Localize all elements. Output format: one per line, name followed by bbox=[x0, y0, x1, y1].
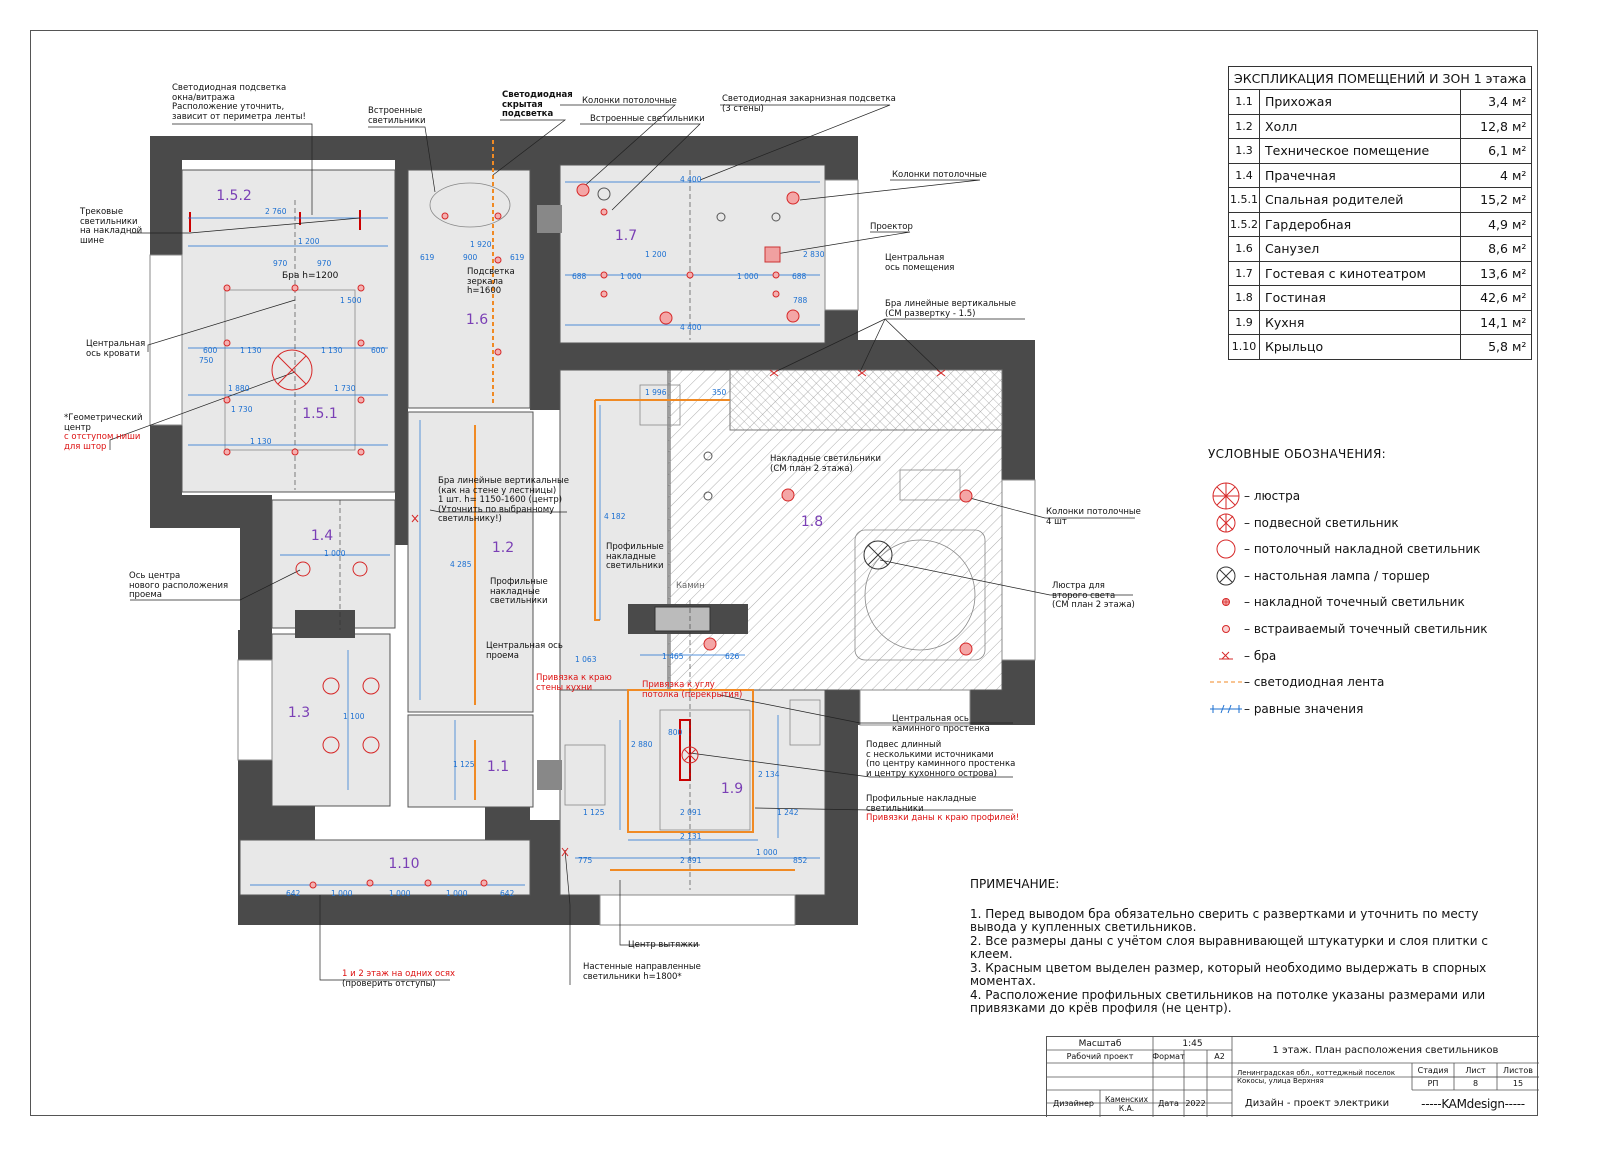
sheet-title: 1 этаж. План расположения светильников bbox=[1272, 1044, 1499, 1056]
callout-profile-lights-1: Профильные накладные светильники bbox=[606, 542, 664, 571]
stage-label: Стадия bbox=[1417, 1065, 1449, 1075]
room-area: 14,1 м² bbox=[1461, 310, 1532, 335]
brand-logo: -----KAMdesign----- bbox=[1421, 1096, 1525, 1111]
explication-row bbox=[1229, 261, 1532, 286]
dim: 1 920 bbox=[470, 240, 492, 249]
explication-row bbox=[1229, 188, 1532, 213]
callout-long-pendant: Подвес длинный с несколькими источниками (по центру каминного простенка и центру кухонного острова) bbox=[866, 740, 1016, 779]
room-number: 1.3 bbox=[1229, 139, 1260, 164]
sheets-value: 15 bbox=[1512, 1079, 1524, 1088]
callout-geo-center: *Геометрический центр bbox=[64, 413, 143, 433]
explication-row bbox=[1229, 286, 1532, 311]
legend-item bbox=[1208, 483, 1528, 509]
room-name: Прачечная bbox=[1260, 163, 1461, 188]
address: Ленинградская обл., коттеджный поселок Кокосы, улица Верхняя bbox=[1237, 1069, 1396, 1085]
dim: 2 134 bbox=[758, 770, 780, 779]
room-area: 8,6 м² bbox=[1461, 237, 1532, 262]
laundry-vent bbox=[295, 610, 355, 638]
equal-values-icon bbox=[1208, 697, 1244, 721]
legend-item bbox=[1208, 510, 1528, 536]
callout-wall-lights: Настенные направленные светильники h=1800* bbox=[583, 962, 701, 982]
dim: 750 bbox=[199, 356, 214, 365]
dim: 1 242 bbox=[777, 808, 799, 817]
designer-value: Каменских К.А. bbox=[1104, 1094, 1149, 1113]
dim: 1 000 bbox=[324, 549, 346, 558]
callout-track-lights: Трековые светильники на накладной шине bbox=[80, 207, 143, 246]
callout-linear-sconce-top: Бра линейные вертикальные (СМ развертку - 1.5) bbox=[885, 299, 1016, 319]
room-name: Крыльцо bbox=[1260, 335, 1461, 360]
note-item: 1. Перед выводом бра обязательно сверить с развертками и уточнить по месту вывода у купленных светильников. bbox=[970, 906, 1479, 934]
callout-linear-sconce-stairs: Бра линейные вертикальные (как на стене у лестницы) 1 шт. h= 1150-1600 (центр) (Уточнить по выбранному светильнику!) bbox=[438, 476, 569, 524]
room-number: 1.5.2 bbox=[1229, 212, 1260, 237]
date-label: Дата bbox=[1158, 1099, 1179, 1108]
room-area: 5,8 м² bbox=[1461, 335, 1532, 360]
legend-label: – настольная лампа / торшер bbox=[1244, 568, 1430, 583]
dim: 350 bbox=[712, 388, 727, 397]
note-item: 2. Все размеры даны с учётом слоя выравнивающей штукатурки и слоя плитки с клеем. bbox=[970, 933, 1488, 961]
explication-row bbox=[1229, 163, 1532, 188]
recessed-spot-icon bbox=[1208, 617, 1244, 641]
projector-icon bbox=[765, 247, 780, 262]
dim: 2 880 bbox=[631, 740, 653, 749]
ceiling-surface-light-icon bbox=[1208, 537, 1244, 561]
callout-cornice-led: Светодиодная закарнизная подсветка (3 стены) bbox=[722, 94, 896, 114]
callout-new-opening-axis: Ось центра нового расположения проема bbox=[129, 571, 229, 600]
room-name: Гостевая с кинотеатром bbox=[1260, 261, 1461, 286]
dim: 1 200 bbox=[645, 250, 667, 259]
legend-item bbox=[1208, 696, 1528, 722]
dim: 1 063 bbox=[575, 655, 597, 664]
dim: 1 000 bbox=[756, 848, 778, 857]
legend-item bbox=[1208, 643, 1528, 669]
dim: 688 bbox=[572, 272, 587, 281]
format-label: Формат bbox=[1152, 1052, 1185, 1061]
project-name: Дизайн - проект электрики bbox=[1244, 1098, 1390, 1109]
explication-row bbox=[1229, 90, 1532, 115]
legend-label: – бра bbox=[1244, 648, 1277, 663]
callout-ceiling-corner-warning: Привязка к углу потолка (перекрытия) bbox=[642, 680, 743, 700]
callout-window-led: Светодиодная подсветка окна/витража Расположение уточнить, зависит от периметра ленты! bbox=[172, 83, 306, 122]
dim: 2 891 bbox=[680, 856, 702, 865]
dim: 642 bbox=[286, 889, 301, 898]
stage-value: РП bbox=[1427, 1079, 1439, 1088]
callout-chandelier-2nd: Люстра для второго света (СМ план 2 этажа) bbox=[1052, 581, 1135, 610]
callout-profile-lights-3: Профильные накладные светильники bbox=[866, 794, 977, 814]
legend-title: УСЛОВНЫЕ ОБОЗНАЧЕНИЯ: bbox=[1208, 447, 1386, 461]
dim: 1 130 bbox=[240, 346, 262, 355]
callout-geo-center-warning: с отступом ниши для штор bbox=[64, 432, 141, 452]
room-area: 15,2 м² bbox=[1461, 188, 1532, 213]
room-name: Гостиная bbox=[1260, 286, 1461, 311]
scale-value: 1:45 bbox=[1182, 1038, 1203, 1049]
dim: 4 182 bbox=[604, 512, 626, 521]
legend-label: – светодиодная лента bbox=[1244, 675, 1385, 690]
room-area: 12,8 м² bbox=[1461, 114, 1532, 139]
dim: 688 bbox=[792, 272, 807, 281]
chandelier-icon bbox=[1208, 484, 1244, 508]
dim: 1 130 bbox=[250, 437, 272, 446]
sheet-label: Лист bbox=[1465, 1065, 1486, 1075]
callout-profile-warning: Привязки даны к краю профилей! bbox=[866, 813, 1020, 823]
dim: 2 091 bbox=[680, 808, 702, 817]
pendant-light-icon bbox=[1208, 511, 1244, 535]
dim: 4 400 bbox=[680, 175, 702, 184]
room-explication-table bbox=[1228, 66, 1532, 360]
explication-row bbox=[1229, 310, 1532, 335]
dim: 1 730 bbox=[231, 405, 253, 414]
dim: 852 bbox=[793, 856, 808, 865]
room-area: 6,1 м² bbox=[1461, 139, 1532, 164]
dim: 970 bbox=[273, 259, 288, 268]
dim: 1 000 bbox=[446, 889, 468, 898]
callout-ceiling-speakers-top: Колонки потолочные bbox=[582, 96, 677, 106]
explication-row bbox=[1229, 114, 1532, 139]
dim: 900 bbox=[463, 253, 478, 262]
dim: 788 bbox=[793, 296, 808, 305]
room-area: 13,6 м² bbox=[1461, 261, 1532, 286]
room-label-1-5-1: 1.5.1 bbox=[302, 406, 338, 422]
callout-room-axis: Центральная ось помещения bbox=[885, 253, 955, 273]
dim: 800 bbox=[668, 728, 683, 737]
designer-label: Дизайнер bbox=[1052, 1099, 1095, 1108]
dim: 642 bbox=[500, 889, 515, 898]
legend-item bbox=[1208, 616, 1528, 642]
room-area: 4 м² bbox=[1461, 163, 1532, 188]
legend-label: – подвесной светильник bbox=[1244, 515, 1399, 530]
room-area: 3,4 м² bbox=[1461, 90, 1532, 115]
callout-fireplace-axis: Центральная ось каминного простенка bbox=[892, 714, 990, 734]
dim: 2 131 bbox=[680, 832, 702, 841]
room-name: Прихожая bbox=[1260, 90, 1461, 115]
explication-title: ЭКСПЛИКАЦИЯ ПОМЕЩЕНИЙ И ЗОН 1 этажа bbox=[1229, 67, 1532, 90]
dim: 1 880 bbox=[228, 384, 250, 393]
dim: 619 bbox=[420, 253, 435, 262]
room-label-1-1: 1.1 bbox=[486, 759, 510, 775]
room-number: 1.1 bbox=[1229, 90, 1260, 115]
column-bottom bbox=[537, 760, 562, 790]
sconce-icon bbox=[1208, 644, 1244, 668]
room-area: 42,6 м² bbox=[1461, 286, 1532, 311]
stairs bbox=[730, 370, 1002, 430]
notes bbox=[970, 878, 1510, 1016]
dim: 2 760 bbox=[265, 207, 287, 216]
note-item: 3. Красным цветом выделен размер, который необходимо выдержать в спорных моментах. bbox=[970, 960, 1487, 988]
dim: 1 730 bbox=[334, 384, 356, 393]
led-strip-icon bbox=[1208, 670, 1244, 694]
dim: 1 000 bbox=[620, 272, 642, 281]
callout-sconce-h1200: Бра h=1200 bbox=[282, 271, 339, 281]
callout-ceiling-speakers-right: Колонки потолочные bbox=[892, 170, 987, 180]
fireplace-opening bbox=[655, 607, 710, 631]
dim: 1 100 bbox=[343, 712, 365, 721]
dim: 1 465 bbox=[662, 652, 684, 661]
room-number: 1.10 bbox=[1229, 335, 1260, 360]
callout-kitchen-wall-warning: Привязка к краю стены кухни bbox=[536, 673, 612, 693]
callout-speakers-4: Колонки потолочные 4 шт bbox=[1046, 507, 1141, 527]
room-number: 1.6 bbox=[1229, 237, 1260, 262]
legend-label: – люстра bbox=[1244, 489, 1301, 503]
dim: 619 bbox=[510, 253, 525, 262]
callout-mirror-light: Подсветка зеркала h=1600 bbox=[467, 267, 515, 296]
dim: 970 bbox=[317, 259, 332, 268]
dim: 1 000 bbox=[331, 889, 353, 898]
legend-label: – потолочный накладной светильник bbox=[1244, 542, 1481, 557]
explication-row bbox=[1229, 212, 1532, 237]
dim: 1 200 bbox=[298, 237, 320, 246]
room-name: Спальная родителей bbox=[1260, 188, 1461, 213]
table-lamp-icon bbox=[1208, 564, 1244, 588]
room-name: Гардеробная bbox=[1260, 212, 1461, 237]
room-number: 1.2 bbox=[1229, 114, 1260, 139]
dim: 4 400 bbox=[680, 323, 702, 332]
column-top bbox=[537, 205, 562, 233]
dim: 600 bbox=[371, 346, 386, 355]
legend-item bbox=[1208, 669, 1528, 695]
callout-floors-axes-warning: 1 и 2 этаж на одних осях bbox=[342, 969, 456, 979]
explication-row bbox=[1229, 237, 1532, 262]
room-name: Санузел bbox=[1260, 237, 1461, 262]
dim: 1 500 bbox=[340, 296, 362, 305]
dim: 2 830 bbox=[803, 250, 825, 259]
legend-item bbox=[1208, 536, 1528, 562]
sheets-label: Листов bbox=[1503, 1065, 1533, 1075]
legend-label: – встраиваемый точечный светильник bbox=[1244, 622, 1488, 636]
callout-hidden-led: Светодиодная скрытая подсветка bbox=[502, 90, 573, 119]
format-value: А2 bbox=[1214, 1052, 1225, 1061]
dim: 775 bbox=[578, 856, 593, 865]
room-label-1-8: 1.8 bbox=[800, 514, 824, 530]
scale-label: Масштаб bbox=[1078, 1038, 1122, 1049]
room-label-1-4: 1.4 bbox=[310, 528, 334, 544]
room-label-1-7: 1.7 bbox=[614, 228, 638, 244]
dim: 626 bbox=[725, 652, 740, 661]
notes-heading: ПРИМЕЧАНИЕ: bbox=[970, 877, 1060, 891]
title-block bbox=[1046, 1036, 1539, 1117]
callout-profile-lights-2: Профильные накладные светильники bbox=[490, 577, 548, 606]
callout-builtin-lights-2: Встроенные светильники bbox=[590, 114, 705, 124]
room-area: 4,9 м² bbox=[1461, 212, 1532, 237]
explication-row bbox=[1229, 335, 1532, 360]
dim: 1 000 bbox=[389, 889, 411, 898]
legend-item bbox=[1208, 589, 1528, 615]
date-value: 2022 bbox=[1185, 1099, 1206, 1108]
room-number: 1.7 bbox=[1229, 261, 1260, 286]
callout-builtin-lights: Встроенные светильники bbox=[368, 106, 426, 126]
room-name: Кухня bbox=[1260, 310, 1461, 335]
room-number: 1.4 bbox=[1229, 163, 1260, 188]
room-name: Холл bbox=[1260, 114, 1461, 139]
dim: 600 bbox=[203, 346, 218, 355]
dim: 1 996 bbox=[645, 388, 667, 397]
callout-fireplace: Камин bbox=[676, 581, 705, 591]
callout-floors-axes: (проверить отступы) bbox=[342, 979, 436, 989]
room-name: Техническое помещение bbox=[1260, 139, 1461, 164]
room-label-1-5-2: 1.5.2 bbox=[216, 188, 252, 204]
room-number: 1.9 bbox=[1229, 310, 1260, 335]
legend-item bbox=[1208, 563, 1528, 589]
room-number: 1.8 bbox=[1229, 286, 1260, 311]
drawing-type: Рабочий проект bbox=[1066, 1052, 1134, 1061]
legend-label: – накладной точечный светильник bbox=[1244, 595, 1465, 610]
room-label-1-9: 1.9 bbox=[720, 781, 744, 797]
dim: 1 125 bbox=[583, 808, 605, 817]
room-label-1-3: 1.3 bbox=[287, 705, 311, 721]
room-number: 1.5.1 bbox=[1229, 188, 1260, 213]
callout-bed-axis: Центральная ось кровати bbox=[86, 339, 146, 359]
explication-row bbox=[1229, 139, 1532, 164]
dim: 4 285 bbox=[450, 560, 472, 569]
callout-hood-center: Центр вытяжки bbox=[628, 940, 699, 950]
room-label-1-2: 1.2 bbox=[491, 540, 515, 556]
dim: 1 125 bbox=[453, 760, 475, 769]
dim: 1 000 bbox=[737, 272, 759, 281]
dim: 1 130 bbox=[321, 346, 343, 355]
room-label-1-10: 1.10 bbox=[388, 856, 420, 872]
callout-surface-lights-2nd: Накладные светильники (СМ план 2 этажа) bbox=[770, 454, 882, 474]
surface-spot-icon bbox=[1208, 590, 1244, 614]
sheet-value: 8 bbox=[1472, 1079, 1479, 1088]
note-item: 4. Расположение профильных светильников на потолке указаны размерами или привязками до крёв профиля (не центр). bbox=[970, 987, 1486, 1015]
callout-projector: Проектор bbox=[870, 222, 913, 232]
callout-opening-axis: Центральная ось проема bbox=[486, 641, 563, 661]
room-label-1-6: 1.6 bbox=[465, 312, 489, 328]
legend-label: – равные значения bbox=[1244, 701, 1364, 716]
